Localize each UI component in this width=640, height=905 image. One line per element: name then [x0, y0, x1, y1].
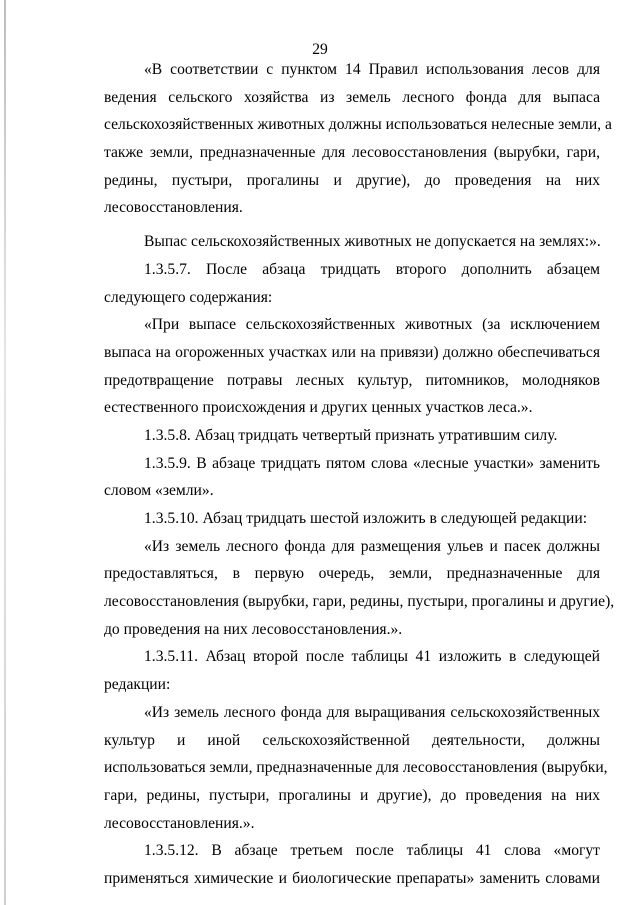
scan-edge-shadow	[4, 0, 6, 905]
text-line: редакции:	[104, 676, 171, 694]
text-line: лесовосстановления (вырубки, гари, редины, пустыри, прогалины и другие),	[104, 593, 615, 611]
text-line: использоваться земли, предназначенные для лесовосстановления (вырубки,	[104, 759, 608, 777]
text-line: предотвращение потравы лесных культур, питомников, молодняков	[104, 371, 600, 389]
page-number: 29	[312, 41, 328, 58]
text-line: 1.3.5.10. Абзац тридцать шестой изложить в следующей редакции:	[144, 510, 588, 527]
text-line: гари, редины, пустыри, прогалины и другие), до проведения на них	[104, 786, 600, 804]
document-body	[104, 60, 615, 897]
text-line: лесовосстановления.	[104, 199, 243, 217]
text-line: также земли, предназначенные для лесовосстановления (вырубки, гари,	[104, 144, 600, 162]
text-line: предоставляться, в первую очередь, земли, предназначенные для	[104, 565, 600, 583]
text-line: 1.3.5.8. Абзац тридцать четвертый признать утратившим силу.	[144, 426, 558, 444]
text-line: 1.3.5.7. После абзаца тридцать второго дополнить абзацем	[144, 260, 600, 278]
text-line: сельскохозяйственных животных должны использоваться нелесные земли, а	[104, 116, 612, 134]
text-line: «При выпасе сельскохозяйственных животных (за исключением	[144, 316, 600, 334]
text-line: 1.3.5.12. В абзаце третьем после таблицы 41 слова «могут	[144, 842, 600, 860]
text-line: Выпас сельскохозяйственных животных не допускается на землях:».	[144, 233, 601, 251]
text-line: лесовосстановления.».	[104, 814, 255, 832]
text-line: 1.3.5.9. В абзаце тридцать пятом слова «лесные участки» заменить	[144, 454, 600, 472]
text-line: «Из земель лесного фонда для выращивания сельскохозяйственных	[144, 703, 600, 721]
text-line: выпаса на огороженных участках или на привязи) должно обеспечиваться	[104, 343, 600, 361]
text-line: «Из земель лесного фонда для размещения ульев и пасек должны	[144, 537, 600, 555]
text-line: применяться химические и биологические препараты» заменить словами	[104, 869, 600, 887]
text-line: до проведения на них лесовосстановления.».	[104, 620, 403, 638]
text-line: естественного происхождения и других ценных участков леса.».	[104, 399, 533, 417]
text-line: редины, пустыри, прогалины и другие), до проведения на них	[104, 171, 600, 189]
text-line: ведения сельского хозяйства из земель лесного фонда для выпаса	[104, 88, 600, 106]
text-line: следующего содержания:	[104, 288, 273, 306]
text-line: 1.3.5.11. Абзац второй после таблицы 41 изложить в следующей	[144, 648, 600, 666]
text-line: словом «земли».	[104, 482, 214, 500]
text-line: «В соответствии с пунктом 14 Правил использования лесов для	[144, 61, 600, 78]
text-line: культур и иной сельскохозяйственной деятельности, должны	[104, 731, 600, 749]
